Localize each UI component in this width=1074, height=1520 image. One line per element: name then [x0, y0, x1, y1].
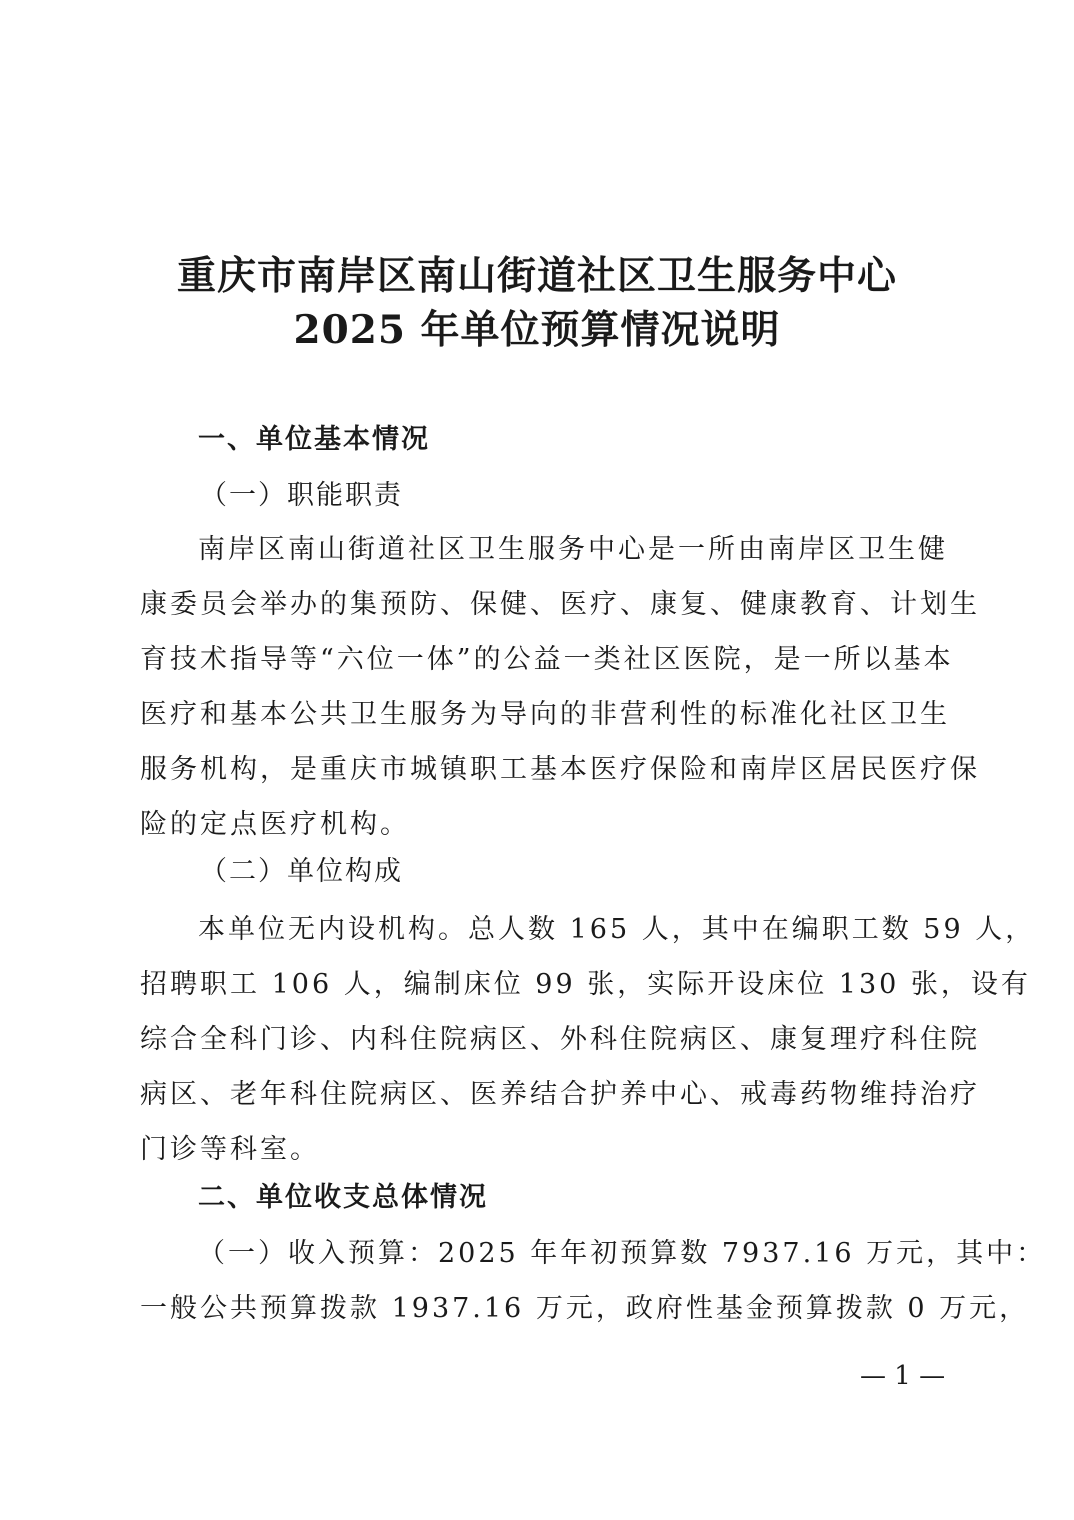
paragraph-line: 医疗和基本公共卫生服务为导向的非营利性的标准化社区卫生	[140, 699, 950, 730]
paragraph-line: 险的定点医疗机构。	[140, 809, 410, 840]
paragraph-line: 育技术指导等“六位一体”的公益一类社区医院，是一所以基本	[140, 644, 954, 675]
section-1-1-paragraph	[140, 522, 980, 852]
section-1-2-heading: （二）单位构成	[200, 856, 403, 887]
section-2-heading: 二、单位收支总体情况	[198, 1182, 488, 1213]
section-2-paragraph	[140, 1226, 1047, 1336]
paragraph-line: 综合全科门诊、内科住院病区、外科住院病区、康复理疗科住院	[140, 1024, 980, 1055]
paragraph-line: 南岸区南山街道社区卫生服务中心是一所由南岸区卫生健	[198, 534, 948, 565]
document-title-line-1: 重庆市南岸区南山街道社区卫生服务中心	[176, 253, 897, 299]
paragraph-line: 本单位无内设机构。总人数 165 人，其中在编职工数 59 人，	[198, 914, 1036, 945]
section-1-heading: 一、单位基本情况	[198, 424, 430, 455]
paragraph-line: 病区、老年科住院病区、医养结合护养中心、戒毒药物维持治疗	[140, 1079, 980, 1110]
paragraph-line: 招聘职工 106 人，编制床位 99 张，实际开设床位 130 张，设有	[140, 969, 1031, 1000]
paragraph-line: 一般公共预算拨款 1937.16 万元，政府性基金预算拨款 0 万元，	[140, 1293, 1030, 1324]
paragraph-line: 服务机构，是重庆市城镇职工基本医疗保险和南岸区居民医疗保	[140, 754, 980, 785]
section-1-1-heading: （一）职能职责	[200, 480, 403, 511]
paragraph-line: 门诊等科室。	[140, 1134, 320, 1165]
document-title-line-2: 2025 年单位预算情况说明	[293, 307, 781, 353]
section-1-2-paragraph	[140, 902, 1036, 1177]
paragraph-line: 康委员会举办的集预防、保健、医疗、康复、健康教育、计划生	[140, 589, 980, 620]
page-number: — 1 —	[860, 1361, 946, 1391]
paragraph-line: （一）收入预算：2025 年年初预算数 7937.16 万元，其中：	[198, 1238, 1047, 1269]
